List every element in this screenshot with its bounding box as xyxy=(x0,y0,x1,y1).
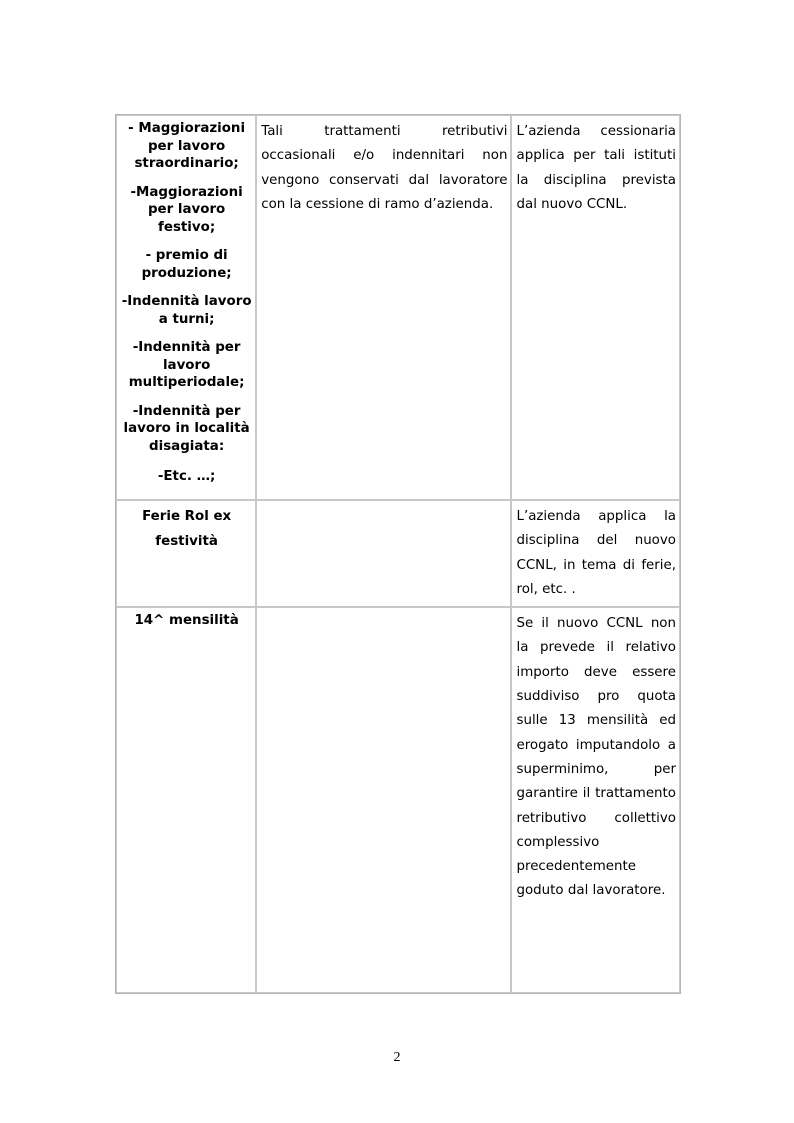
cell-text: Se il nuovo CCNL non la prevede il relativo importo deve essere suddiviso pro quota sulle 13 mensilità ed erogato imputandolo a superminimo, per garantire il trattamento retributivo collettivo complessivo precedentemente goduto dal lavoratore. xyxy=(516,616,676,899)
cell-text: L’azienda applica la disciplina del nuovo CCNL, in tema di ferie, rol, etc. . xyxy=(516,509,676,597)
middle-cell xyxy=(256,607,511,993)
right-cell xyxy=(511,115,680,500)
middle-cell xyxy=(256,500,511,607)
left-cell xyxy=(116,500,256,607)
list-item: -Indennità lavoro a turni; xyxy=(121,294,252,327)
right-cell xyxy=(511,607,680,993)
list-item: -Etc. …; xyxy=(157,469,216,484)
cell-heading: Ferie Rol ex festività xyxy=(142,509,232,549)
page-number: 2 xyxy=(393,1050,401,1065)
list-item: - Maggiorazioni per lavoro straordinario; xyxy=(128,121,246,171)
left-cell xyxy=(116,607,256,993)
document-table xyxy=(115,114,681,994)
list-item: -Indennità per lavoro in località disagiata: xyxy=(123,403,250,454)
cell-heading: 14^ mensilità xyxy=(134,613,239,629)
table-row xyxy=(116,607,680,993)
cell-text: Tali trattamenti retributivi occasionali e/o indennitari non vengono conservati dal lavoratore con la cessione di ramo d’azienda. xyxy=(261,124,508,212)
cell-text: L’azienda cessionaria applica per tali istituti la disciplina prevista dal nuovo CCNL. xyxy=(516,124,676,212)
list-item: - premio di produzione; xyxy=(141,248,232,281)
table-row xyxy=(116,115,680,500)
cell-text xyxy=(257,501,510,509)
list-item: -Maggiorazioni per lavoro festivo; xyxy=(130,184,243,235)
cell-text xyxy=(257,608,510,616)
list-item: -Indennità per lavoro multiperiodale; xyxy=(128,340,245,390)
table-row xyxy=(116,500,680,607)
middle-cell xyxy=(256,115,511,500)
left-cell xyxy=(116,115,256,500)
right-cell xyxy=(511,500,680,607)
